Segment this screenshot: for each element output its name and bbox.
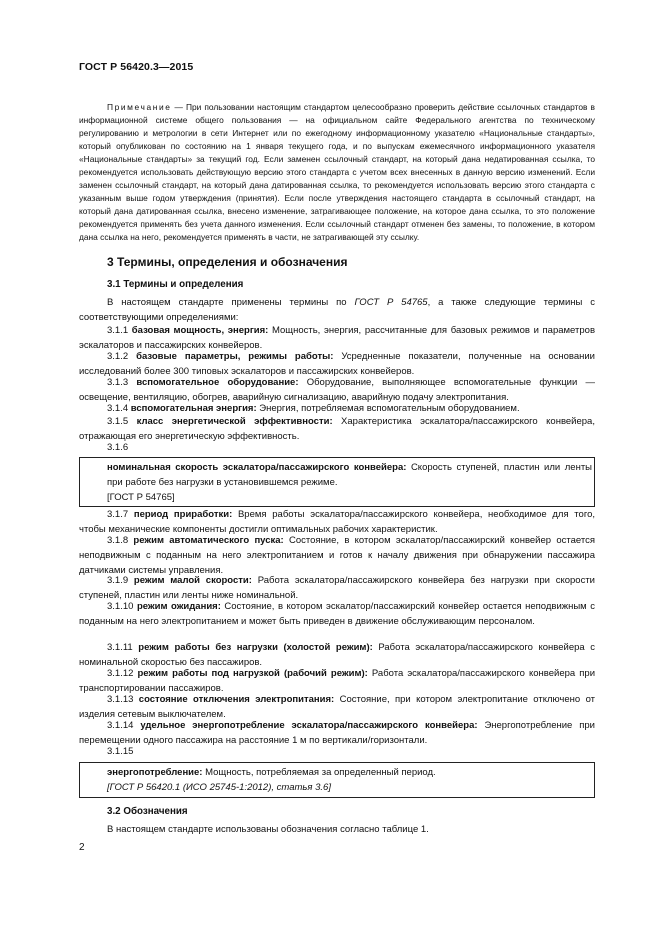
term-3-1-13: 3.1.13 состояние отключения электропитания: Состояние, при котором электропитание отключено от изделия сетевым выключателем. (79, 694, 595, 720)
designations-paragraph: В настоящем стандарте использованы обозначения согласно таблице 1. (107, 824, 429, 835)
term-3-1-5: 3.1.5 класс энергетической эффективности: Характеристика эскалатора/пассажирского конвейера, отражающая его энергетическую эффективность. (79, 416, 595, 442)
quoted-definition-box-2: энергопотребление: Мощность, потребляемая за определенный период. [ГОСТ Р 56420.1 (ИСО 25745-1:2012), статья 3.6] (79, 762, 595, 798)
term-3-1-10: 3.1.10 режим ожидания: Состояние, в котором эскалатор/пассажирский конвейер остается неподвижным с поданным на него электропитанием и может быть приведен в движение обслуживающим персоналом. (79, 601, 595, 627)
reference-link: ГОСТ Р 54765 (354, 297, 428, 308)
subsection-heading-3-2: 3.2 Обозначения (107, 806, 188, 817)
page-number: 2 (79, 842, 85, 853)
term-3-1-12: 3.1.12 режим работы под нагрузкой (рабочий режим): Работа эскалатора/пассажирского конвейера при транспортировании пассажиров. (79, 668, 595, 694)
quoted-definition-box-1: номинальная скорость эскалатора/пассажирского конвейера: Скорость ступеней, пластин или ленты при работе без нагрузки в установившемся режиме. [ГОСТ Р 54765] (79, 457, 595, 507)
term-3-1-9: 3.1.9 режим малой скорости: Работа эскалатора/пассажирского конвейера без нагрузки при скорости ступеней, пластин или ленты ниже номинальной. (79, 575, 595, 601)
term-3-1-14: 3.1.14 удельное энергопотребление эскалатора/пассажирского конвейера: Энергопотребление при перемещении одного пассажира на расстояние 1 м по вертикали/горизонтали. (79, 720, 595, 746)
term-3-1-11: 3.1.11 режим работы без нагрузки (холостой режим): Работа эскалатора/пассажирского конвейера с номинальной скоростью без пассажиров. (79, 642, 595, 668)
term-3-1-6-number: 3.1.6 (107, 442, 129, 453)
term-3-1-4: 3.1.4 вспомогательная энергия: Энергия, потребляемая вспомогательным оборудованием. (107, 403, 520, 414)
section-heading: 3 Термины, определения и обозначения (107, 255, 348, 269)
term-3-1-2: 3.1.2 базовые параметры, режимы работы: Усредненные показатели, полученные на основании исследований более 300 типовых эскалаторов и пассажирских конвейеров. (79, 351, 595, 377)
intro-paragraph: В настоящем стандарте применены термины по ГОСТ Р 54765, а также следующие термины с соответствующими определениями: (79, 297, 595, 323)
term-3-1-15-number: 3.1.15 (107, 746, 134, 757)
term-3-1-1: 3.1.1 базовая мощность, энергия: Мощность, энергия, рассчитанные для базовых режимов и параметров эскалаторов и пассажирских конвейеров. (79, 325, 595, 351)
term-3-1-3: 3.1.3 вспомогательное оборудование: Оборудование, выполняющее вспомогательные функции — освещение, вентиляцию, обогрев, аварийную сигнализацию, аварийную подачу электропитания. (79, 377, 595, 403)
box-2-reference: [ГОСТ Р 56420.1 (ИСО 25745-1:2012), статья 3.6] (107, 781, 331, 793)
term-3-1-7: 3.1.7 период приработки: Время работы эскалатора/пассажирского конвейера, необходимое для того, чтобы механические компоненты достигли оптимальных рабочих характеристик. (79, 509, 595, 535)
box-1-reference: [ГОСТ Р 54765] (107, 491, 175, 503)
document-header: ГОСТ Р 56420.3—2015 (79, 61, 194, 73)
note-paragraph: Примечание — При пользовании настоящим стандартом целесообразно проверить действие ссылочных стандартов в информационной системе общего пользования — на официальном сайте Федерального агентства по техническому регулированию и метрологии в сети Интернет или по ежегодному информационному указателю «Национальные стандарты», который опубликован по состоянию на 1 января текущего года, и по выпускам ежемесячного информационного указателя «Национальные стандарты» за текущий год. Если заменен ссылочный стандарт, на который дана недатированная ссылка, то рекомендуется использовать действующую версию этого стандарта с учетом всех внесенных в данную версию изменений. Если заменен ссылочный стандарт, на который дана датированная ссылка, то рекомендуется использовать версию этого стандарта с указанным выше годом утверждения (принятия). Если после утверждения настоящего стандарта в ссылочный стандарт, на который дана датированная ссылка, внесено изменение, затрагивающее положение, на которое дана ссылка, то это положение рекомендуется применять без учета данного изменения. Если ссылочный стандарт отменен без замены, то положение, в котором дана ссылка на него, рекомендуется применять в части, не затрагивающей эту ссылку. (79, 102, 595, 243)
term-3-1-8: 3.1.8 режим автоматического пуска: Состояние, в котором эскалатор/пассажирский конвейер остается неподвижным с поданным на него электропитанием и готов к началу движения при обнаружении пассажира датчиками системы управления. (79, 535, 595, 576)
note-label: Примечание (107, 102, 172, 112)
subsection-heading-3-1: 3.1 Термины и определения (107, 279, 244, 290)
note-text: При пользовании настоящим стандартом целесообразно проверить действие ссылочных стандартов в информационной системе общего пользования — на официальном сайте Федерального агентства по техническому регулированию и метрологии в сети Интернет или по ежегодному информационному указателю «Национальные стандарты», который опубликован по состоянию на 1 января текущего года, и по выпускам ежемесячного информационного указателя «Национальные стандарты» за текущий год. Если заменен ссылочный стандарт, на который дана недатированная ссылка, то рекомендуется использовать действующую версию этого стандарта с учетом всех внесенных в данную версию изменений. Если заменен ссылочный стандарт, на который дана датированная ссылка, то рекомендуется использовать версию этого стандарта с указанным выше годом утверждения (принятия). Если после утверждения настоящего стандарта в ссылочный стандарт, на который дана датированная ссылка, внесено изменение, затрагивающее положение, на которое дана ссылка, то это положение рекомендуется применять без учета данного изменения. Если ссылочный стандарт отменен без замены, то положение, в котором дана ссылка на него, рекомендуется применять в части, не затрагивающей эту ссылку. (79, 102, 595, 243)
